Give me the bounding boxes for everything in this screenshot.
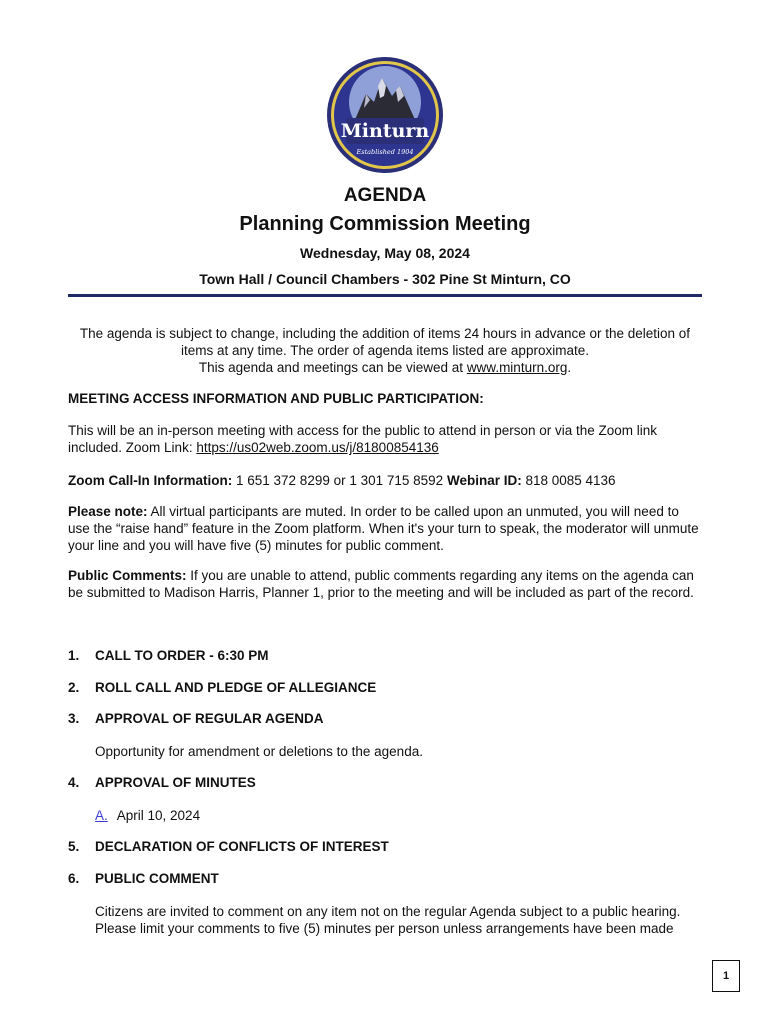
item-number: 5. xyxy=(68,839,80,854)
item-label: PUBLIC COMMENT xyxy=(95,871,219,886)
page-number: 1 xyxy=(712,960,740,992)
please-note-label: Please note: xyxy=(68,504,148,519)
notice-line-2: items at any time. The order of agenda items listed are approximate. xyxy=(181,343,589,358)
callin-label: Zoom Call-In Information: xyxy=(68,473,233,488)
minturn-logo xyxy=(326,56,444,174)
item-label: DECLARATION OF CONFLICTS OF INTEREST xyxy=(95,839,389,854)
minutes-item-a-date: April 10, 2024 xyxy=(116,808,201,823)
zoom-callin-info xyxy=(68,472,704,489)
agenda-heading: AGENDA xyxy=(343,185,427,206)
item-label: APPROVAL OF MINUTES xyxy=(95,775,256,790)
item-label: CALL TO ORDER - 6:30 PM xyxy=(95,648,269,663)
meeting-date: Wednesday, May 08, 2024 xyxy=(300,245,470,261)
notice-line-3 xyxy=(60,359,710,376)
public-comments xyxy=(68,567,704,601)
item-number: 3. xyxy=(68,711,80,726)
item-number: 1. xyxy=(68,648,80,663)
meeting-title: Planning Commission Meeting xyxy=(239,213,531,235)
callin-numbers: 1 651 372 8299 or 1 301 715 8592 xyxy=(232,473,447,488)
please-note-text: All virtual participants are muted. In order to be called upon an unmuted, you will need to use the “raise hand” feature in the Zoom platform. When it's your turn to speak, the moderator will unmute your line and you will have five (5) minutes for public comment. xyxy=(68,504,699,553)
item-number: 4. xyxy=(68,775,80,790)
public-comments-text: If you are unable to attend, public comments regarding any items on the agenda can be submitted to Madison Harris, Planner 1, prior to the meeting and will be included as part of the record. xyxy=(68,568,694,600)
public-comments-label: Public Comments: xyxy=(68,568,187,583)
access-intro-text: This will be an in-person meeting with access for the public to attend in person or via the Zoom link included. Zoom Link: xyxy=(68,423,658,455)
meeting-location: Town Hall / Council Chambers - 302 Pine St Minturn, CO xyxy=(199,271,571,287)
please-note xyxy=(68,503,704,554)
logo-tagline: Established 1904 xyxy=(356,148,414,156)
zoom-link[interactable]: https://us02web.zoom.us/j/81800854136 xyxy=(196,440,439,455)
header-divider xyxy=(68,294,702,297)
notice-line-3-prefix: This agenda and meetings can be viewed at xyxy=(198,360,467,375)
item-6-description: Citizens are invited to comment on any item not on the regular Agenda subject to a public hearing. Please limit your comments to five (5) minutes per person unless arrangements have been made xyxy=(95,904,681,936)
agenda-notice xyxy=(60,325,710,376)
item-3-description: Opportunity for amendment or deletions to the agenda. xyxy=(95,744,423,759)
webinar-label: Webinar ID: xyxy=(446,473,522,488)
webinar-id: 818 0085 4136 xyxy=(521,473,616,488)
notice-line-3-suffix: . xyxy=(567,360,572,375)
minutes-sub-item xyxy=(95,807,705,824)
access-heading: MEETING ACCESS INFORMATION AND PUBLIC PARTICIPATION: xyxy=(68,391,484,406)
minutes-item-a-link[interactable]: A. xyxy=(95,808,108,823)
access-intro xyxy=(68,422,704,456)
item-number: 2. xyxy=(68,680,80,695)
notice-line-1: The agenda is subject to change, including the addition of items 24 hours in advance or the deletion of xyxy=(79,326,691,341)
minturn-website-link[interactable]: www.minturn.org xyxy=(466,360,568,375)
item-number: 6. xyxy=(68,871,80,886)
item-label: ROLL CALL AND PLEDGE OF ALLEGIANCE xyxy=(95,680,377,695)
item-label: APPROVAL OF REGULAR AGENDA xyxy=(95,711,324,726)
logo-wordmark: Minturn xyxy=(340,120,430,142)
